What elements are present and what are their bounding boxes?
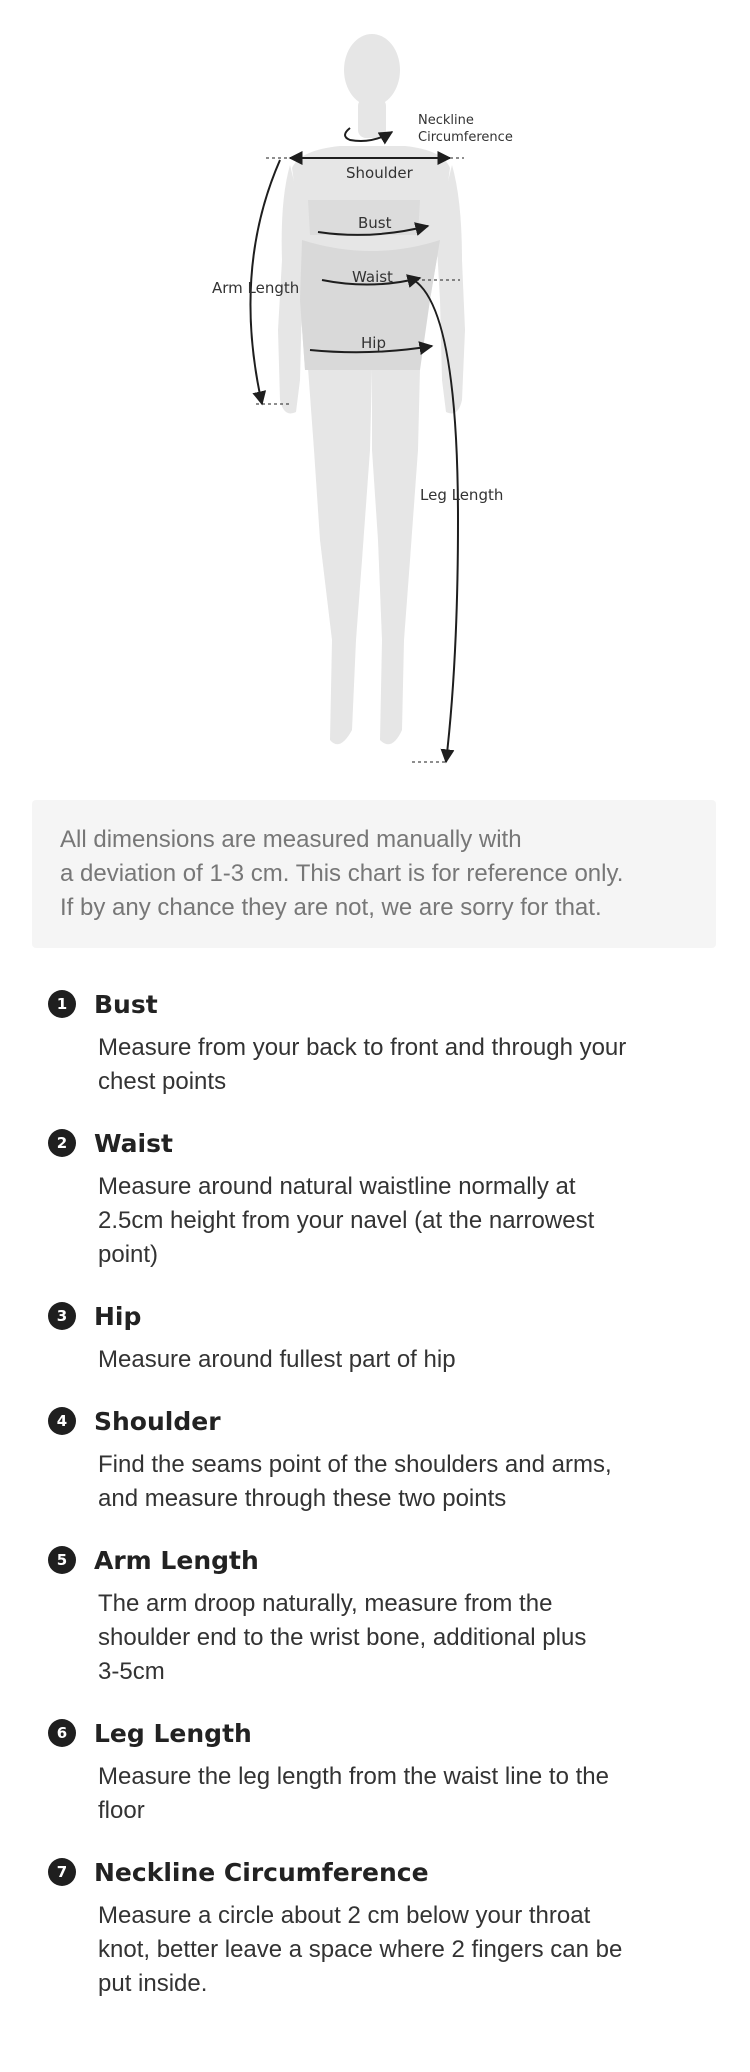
arm-length-label: Arm Length: [212, 279, 300, 297]
number-badge: 2: [48, 1129, 76, 1157]
item-title: Shoulder: [94, 1406, 221, 1436]
number-badge: 1: [48, 990, 76, 1018]
desc-line: knot, better leave a space where 2 fingers can be: [98, 1936, 623, 1963]
item-description: [98, 1170, 708, 1272]
item-description: [98, 1343, 708, 1377]
bust-label: Bust: [358, 214, 392, 232]
measure-item-hip: [48, 1297, 708, 1377]
desc-line: put inside.: [98, 1970, 208, 1997]
number-badge: 3: [48, 1302, 76, 1330]
disclaimer-note: [32, 800, 716, 948]
mannequin-diagram: [0, 0, 750, 780]
desc-line: Measure around fullest part of hip: [98, 1346, 456, 1373]
item-description: [98, 1031, 708, 1099]
item-title: Leg Length: [94, 1718, 252, 1748]
desc-line: 2.5cm height from your navel (at the narrowest: [98, 1207, 595, 1234]
shoulder-label: Shoulder: [346, 164, 413, 182]
item-title: Waist: [94, 1128, 173, 1158]
item-description: [98, 1760, 708, 1828]
item-description: [98, 1448, 708, 1516]
desc-line: shoulder end to the wrist bone, additional plus: [98, 1624, 587, 1651]
desc-line: point): [98, 1241, 159, 1268]
leg-length-label: Leg Length: [420, 486, 504, 504]
neckline-label-line1: Neckline: [418, 113, 474, 128]
note-line: If by any chance they are not, we are sorry for that.: [60, 894, 602, 921]
item-title: Hip: [94, 1301, 142, 1331]
number-badge: 4: [48, 1407, 76, 1435]
item-description: [98, 1899, 708, 2001]
desc-line: Measure around natural waistline normally at: [98, 1173, 576, 1200]
measurement-figure: [0, 0, 750, 780]
number-badge: 5: [48, 1546, 76, 1574]
measure-item-neckline: [48, 1853, 708, 2001]
hip-label: Hip: [361, 334, 386, 352]
measure-item-waist: [48, 1124, 708, 1272]
item-title: Arm Length: [94, 1545, 259, 1575]
note-line: All dimensions are measured manually with: [60, 826, 522, 853]
number-badge: 7: [48, 1858, 76, 1886]
measure-item-shoulder: [48, 1402, 708, 1516]
measurement-list: [48, 985, 708, 2026]
measure-item-bust: [48, 985, 708, 1099]
desc-line: Measure from your back to front and through your: [98, 1034, 627, 1061]
desc-line: The arm droop naturally, measure from the: [98, 1590, 553, 1617]
item-title: Bust: [94, 989, 158, 1019]
desc-line: 3-5cm: [98, 1658, 165, 1685]
desc-line: Find the seams point of the shoulders and arms,: [98, 1451, 612, 1478]
item-description: [98, 1587, 708, 1689]
item-title: Neckline Circumference: [94, 1857, 429, 1887]
desc-line: Measure a circle about 2 cm below your throat: [98, 1902, 591, 1929]
desc-line: and measure through these two points: [98, 1485, 507, 1512]
desc-line: chest points: [98, 1068, 227, 1095]
desc-line: floor: [98, 1797, 145, 1824]
desc-line: Measure the leg length from the waist line to the: [98, 1763, 609, 1790]
measure-item-leg-length: [48, 1714, 708, 1828]
note-line: a deviation of 1-3 cm. This chart is for reference only.: [60, 860, 624, 887]
measure-item-arm-length: [48, 1541, 708, 1689]
neckline-label-line2: Circumference: [418, 130, 513, 145]
waist-label: Waist: [352, 268, 393, 286]
number-badge: 6: [48, 1719, 76, 1747]
